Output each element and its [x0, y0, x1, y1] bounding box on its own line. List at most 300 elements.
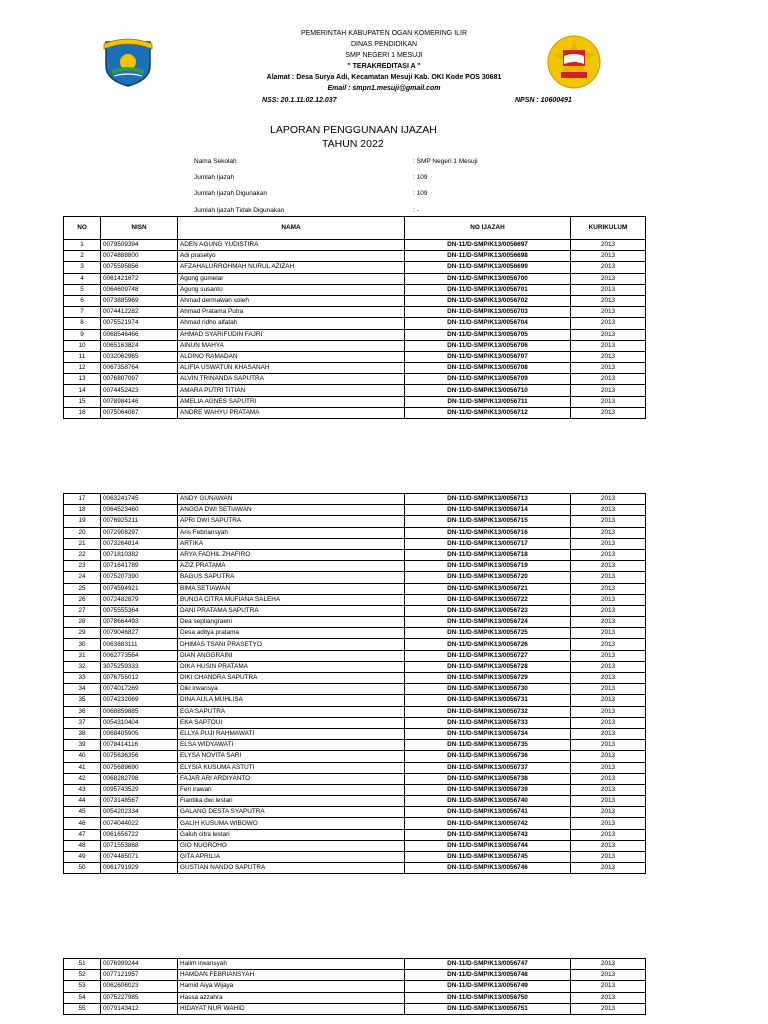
row-nama: ELYSIA KUSUMA ASTUTI: [178, 762, 405, 773]
table-row: [64, 650, 646, 661]
row-nisn: 0073885969: [101, 295, 178, 306]
row-nama: ADEN AGUNG YUDISTIRA: [178, 240, 405, 251]
row-kurikulum: 2013: [571, 639, 646, 650]
row-nisn: 0076999244: [101, 959, 178, 970]
row-no-ijazah: DN-11/D-SMP/K13/0056707: [405, 351, 571, 362]
row-nisn: 0074452423: [101, 385, 178, 396]
row-number: 42: [64, 773, 101, 784]
row-nisn: 0067358764: [101, 363, 178, 374]
row-kurikulum: 2013: [571, 762, 646, 773]
table-row: [64, 494, 646, 505]
table-row: [64, 251, 646, 262]
row-nama: Feri irawan: [178, 784, 405, 795]
table-row: [64, 751, 646, 762]
row-no-ijazah: DN-11/D-SMP/K13/0056729: [405, 673, 571, 684]
table-row: [64, 262, 646, 273]
row-kurikulum: 2013: [571, 273, 646, 284]
table-row: [64, 572, 646, 583]
row-nama: ARYA FADHIL ZHAFIRO: [178, 549, 405, 560]
table-row: [64, 807, 646, 818]
table-row: [64, 594, 646, 605]
letterhead: [0, 28, 768, 94]
table-row: [64, 273, 646, 284]
row-nisn: 0076807097: [101, 374, 178, 385]
row-number: 54: [64, 992, 101, 1003]
row-number: 18: [64, 505, 101, 516]
row-kurikulum: 2013: [571, 959, 646, 970]
row-nama: ELLYA PUJI RAHMAWATI: [178, 728, 405, 739]
row-no-ijazah: DN-11/D-SMP/K13/0056720: [405, 572, 571, 583]
row-nama: DINA AULA MUHLISA: [178, 695, 405, 706]
row-nisn: 0054310404: [101, 717, 178, 728]
row-nisn: 0078984146: [101, 396, 178, 407]
row-nisn: 0075595856: [101, 262, 178, 273]
row-kurikulum: 2013: [571, 351, 646, 362]
table-row: [64, 351, 646, 362]
row-nama: ARTIKA: [178, 538, 405, 549]
row-kurikulum: 2013: [571, 396, 646, 407]
table-row: [64, 784, 646, 795]
table-row: [64, 863, 646, 874]
row-nama: EKA SAPTOUI: [178, 717, 405, 728]
row-kurikulum: 2013: [571, 583, 646, 594]
table-row: [64, 284, 646, 295]
ijazah-table-part-3: [63, 958, 646, 1015]
row-no-ijazah: DN-11/D-SMP/K13/0056734: [405, 728, 571, 739]
row-nisn: 0075064087: [101, 407, 178, 418]
row-nama: Desa aditya pratama: [178, 628, 405, 639]
row-kurikulum: 2013: [571, 818, 646, 829]
row-nisn: 0079509394: [101, 240, 178, 251]
row-nama: AINUN MAHYA: [178, 340, 405, 351]
table-row: [64, 628, 646, 639]
row-no-ijazah: DN-11/D-SMP/K13/0056748: [405, 970, 571, 981]
row-nisn: 0072482879: [101, 594, 178, 605]
row-nisn: 0072908297: [101, 527, 178, 538]
row-nama: DANI PRATAMA SAPUTRA: [178, 605, 405, 616]
row-nisn: 0075636356: [101, 751, 178, 762]
row-no-ijazah: DN-11/D-SMP/K13/0056735: [405, 740, 571, 751]
row-nama: DIAN ANGGRAINI: [178, 650, 405, 661]
row-number: 28: [64, 617, 101, 628]
row-nisn: 0054202334: [101, 807, 178, 818]
table-row: [64, 695, 646, 706]
row-nama: ALDINO RAMADAN: [178, 351, 405, 362]
row-kurikulum: 2013: [571, 773, 646, 784]
table-row: [64, 605, 646, 616]
table-row: [64, 583, 646, 594]
row-nama: AHMAD SYARIFUDIN FAJRI: [178, 329, 405, 340]
row-nisn: 0064609748: [101, 284, 178, 295]
header-line-school: SMP NEGERI 1 MESUJI: [345, 52, 423, 59]
row-no-ijazah: DN-11/D-SMP/K13/0056721: [405, 583, 571, 594]
header-line-agency: DINAS PENDIDIKAN: [350, 41, 418, 48]
row-number: 43: [64, 784, 101, 795]
row-number: 47: [64, 829, 101, 840]
row-no-ijazah: DN-11/D-SMP/K13/0056730: [405, 684, 571, 695]
row-nama: HIDAYAT NUR WAHID: [178, 1003, 405, 1014]
row-nisn: 0068282798: [101, 773, 178, 784]
row-nama: AMARA PUTRI TITIAN: [178, 385, 405, 396]
row-nama: Ahmad Pratama Putra: [178, 307, 405, 318]
info-label-used: Jumlah Ijazah Digunakan: [194, 190, 267, 197]
row-nama: AMELIA AGNES SAPUTRI: [178, 396, 405, 407]
row-no-ijazah: DN-11/D-SMP/K13/0056743: [405, 829, 571, 840]
row-nama: AFZAHALURROHMAH NURUL AZIZAH: [178, 262, 405, 273]
row-number: 21: [64, 538, 101, 549]
row-no-ijazah: DN-11/D-SMP/K13/0056702: [405, 295, 571, 306]
info-label-total: Jumlah Ijazah: [194, 174, 235, 181]
row-no-ijazah: DN-11/D-SMP/K13/0056746: [405, 863, 571, 874]
row-number: 29: [64, 628, 101, 639]
row-number: 40: [64, 751, 101, 762]
row-nisn: 0079046827: [101, 628, 178, 639]
table-row: [64, 240, 646, 251]
row-no-ijazah: DN-11/D-SMP/K13/0056736: [405, 751, 571, 762]
ijazah-table-part-1: [63, 216, 646, 419]
row-no-ijazah: DN-11/D-SMP/K13/0056725: [405, 628, 571, 639]
row-no-ijazah: DN-11/D-SMP/K13/0056723: [405, 605, 571, 616]
table-row: [64, 981, 646, 992]
row-no-ijazah: DN-11/D-SMP/K13/0056717: [405, 538, 571, 549]
row-kurikulum: 2013: [571, 650, 646, 661]
row-kurikulum: 2013: [571, 706, 646, 717]
row-number: 52: [64, 970, 101, 981]
row-nama: ELYSA NOVITA SARI: [178, 751, 405, 762]
row-nisn: 0075689690: [101, 762, 178, 773]
row-number: 23: [64, 561, 101, 572]
row-nisn: 0061656722: [101, 829, 178, 840]
table-row: [64, 385, 646, 396]
row-nisn: 0073264814: [101, 538, 178, 549]
row-nisn: 0074017269: [101, 684, 178, 695]
header-email: Email : smpn1.mesuji@gmail.com: [327, 85, 441, 92]
column-header-nisn: NISN: [101, 217, 178, 240]
row-kurikulum: 2013: [571, 561, 646, 572]
row-nisn: 0076925211: [101, 516, 178, 527]
row-number: 12: [64, 363, 101, 374]
row-no-ijazah: DN-11/D-SMP/K13/0056714: [405, 505, 571, 516]
row-kurikulum: 2013: [571, 374, 646, 385]
row-nisn: 0062606023: [101, 981, 178, 992]
row-number: 32: [64, 661, 101, 672]
row-no-ijazah: DN-11/D-SMP/K13/0056701: [405, 284, 571, 295]
row-nama: ELSA WIDYAWATI: [178, 740, 405, 751]
row-kurikulum: 2013: [571, 784, 646, 795]
row-number: 20: [64, 527, 101, 538]
row-kurikulum: 2013: [571, 829, 646, 840]
row-kurikulum: 2013: [571, 240, 646, 251]
row-no-ijazah: DN-11/D-SMP/K13/0056715: [405, 516, 571, 527]
row-nisn: 0095743529: [101, 784, 178, 795]
row-no-ijazah: DN-11/D-SMP/K13/0056697: [405, 240, 571, 251]
row-nisn: 0068405905: [101, 728, 178, 739]
ijazah-table-part-2: [63, 493, 646, 874]
row-kurikulum: 2013: [571, 307, 646, 318]
row-nama: ALVIN TRINANDA SAPUTRA: [178, 374, 405, 385]
row-nisn: 0063883111: [101, 639, 178, 650]
row-nama: DIKI CHANDRA SAPUTRA: [178, 673, 405, 684]
row-nama: ANGGA DWI SETIAWAN: [178, 505, 405, 516]
row-number: 8: [64, 318, 101, 329]
row-number: 16: [64, 407, 101, 418]
row-nisn: 0078414116: [101, 740, 178, 751]
table-row: [64, 762, 646, 773]
row-nisn: 0068546466: [101, 329, 178, 340]
row-nisn: 0077121957: [101, 970, 178, 981]
row-number: 33: [64, 673, 101, 684]
row-nama: HAMDAN FEBRIANSYAH: [178, 970, 405, 981]
table-row: [64, 959, 646, 970]
row-kurikulum: 2013: [571, 661, 646, 672]
table-row: [64, 318, 646, 329]
row-number: 17: [64, 494, 101, 505]
row-nisn: 0062773564: [101, 650, 178, 661]
row-no-ijazah: DN-11/D-SMP/K13/0056732: [405, 706, 571, 717]
row-nama: AZIZ PRATAMA: [178, 561, 405, 572]
row-kurikulum: 2013: [571, 407, 646, 418]
row-number: 15: [64, 396, 101, 407]
table-row: [64, 818, 646, 829]
header-npsn: NPSN : 10600491: [515, 97, 572, 104]
row-nisn: 0065163824: [101, 340, 178, 351]
row-kurikulum: 2013: [571, 981, 646, 992]
row-kurikulum: 2013: [571, 505, 646, 516]
row-nisn: 0063241745: [101, 494, 178, 505]
row-number: 45: [64, 807, 101, 818]
row-nama: BIMA SETIAWAN: [178, 583, 405, 594]
row-number: 39: [64, 740, 101, 751]
row-no-ijazah: DN-11/D-SMP/K13/0056747: [405, 959, 571, 970]
table-row: [64, 295, 646, 306]
row-number: 34: [64, 684, 101, 695]
row-number: 24: [64, 572, 101, 583]
row-no-ijazah: DN-11/D-SMP/K13/0056733: [405, 717, 571, 728]
row-kurikulum: 2013: [571, 840, 646, 851]
row-kurikulum: 2013: [571, 807, 646, 818]
table-row: [64, 1003, 646, 1014]
table-row: [64, 549, 646, 560]
row-kurikulum: 2013: [571, 863, 646, 874]
table-row: [64, 505, 646, 516]
row-no-ijazah: DN-11/D-SMP/K13/0056705: [405, 329, 571, 340]
row-nama: ALIFIA USWATUN KHASANAH: [178, 363, 405, 374]
row-number: 35: [64, 695, 101, 706]
row-nisn: 0075207390: [101, 572, 178, 583]
row-number: 27: [64, 605, 101, 616]
row-number: 36: [64, 706, 101, 717]
row-nisn: 0073148567: [101, 796, 178, 807]
row-kurikulum: 2013: [571, 251, 646, 262]
row-nisn: 0064523460: [101, 505, 178, 516]
row-nama: APRI DWI SAPUTRA: [178, 516, 405, 527]
info-label-school: Nama Sekolah: [194, 158, 237, 165]
row-kurikulum: 2013: [571, 673, 646, 684]
row-number: 1: [64, 240, 101, 251]
row-nama: Adi prasetyo: [178, 251, 405, 262]
row-kurikulum: 2013: [571, 852, 646, 863]
report-year: TAHUN 2022: [322, 138, 384, 150]
header-address: Alamat : Desa Surya Adi, Kecamatan Mesuji Kab. OKI Kode POS 30681: [266, 74, 502, 81]
row-nisn: 0079143412: [101, 1003, 178, 1014]
row-no-ijazah: DN-11/D-SMP/K13/0056745: [405, 852, 571, 863]
row-number: 46: [64, 818, 101, 829]
row-no-ijazah: DN-11/D-SMP/K13/0056728: [405, 661, 571, 672]
row-number: 13: [64, 374, 101, 385]
row-no-ijazah: DN-11/D-SMP/K13/0056709: [405, 374, 571, 385]
row-number: 14: [64, 385, 101, 396]
row-no-ijazah: DN-11/D-SMP/K13/0056751: [405, 1003, 571, 1014]
row-number: 49: [64, 852, 101, 863]
row-nisn: 0078664493: [101, 617, 178, 628]
row-number: 30: [64, 639, 101, 650]
row-no-ijazah: DN-11/D-SMP/K13/0056731: [405, 695, 571, 706]
row-no-ijazah: DN-11/D-SMP/K13/0056744: [405, 840, 571, 851]
row-kurikulum: 2013: [571, 617, 646, 628]
row-nama: Hassa azzahra: [178, 992, 405, 1003]
info-value-total: : 109: [413, 174, 428, 181]
table-row: [64, 852, 646, 863]
header-nss: NSS: 20.1.11.02.12.037: [262, 97, 337, 104]
row-nama: Halim irwansyah: [178, 959, 405, 970]
row-no-ijazah: DN-11/D-SMP/K13/0056710: [405, 385, 571, 396]
row-no-ijazah: DN-11/D-SMP/K13/0056716: [405, 527, 571, 538]
row-nisn: 0068859885: [101, 706, 178, 717]
column-header-nama: NAMA: [178, 217, 405, 240]
row-kurikulum: 2013: [571, 538, 646, 549]
row-number: 19: [64, 516, 101, 527]
row-kurikulum: 2013: [571, 329, 646, 340]
info-value-unused: : -: [413, 207, 419, 214]
row-no-ijazah: DN-11/D-SMP/K13/0056719: [405, 561, 571, 572]
row-no-ijazah: DN-11/D-SMP/K13/0056726: [405, 639, 571, 650]
row-nama: Dea septiangraeni: [178, 617, 405, 628]
row-kurikulum: 2013: [571, 796, 646, 807]
table-row: [64, 561, 646, 572]
table-row: [64, 329, 646, 340]
row-kurikulum: 2013: [571, 717, 646, 728]
row-kurikulum: 2013: [571, 695, 646, 706]
row-no-ijazah: DN-11/D-SMP/K13/0056703: [405, 307, 571, 318]
report-title: LAPORAN PENGGUNAAN IJAZAH: [270, 124, 437, 136]
row-kurikulum: 2013: [571, 605, 646, 616]
row-kurikulum: 2013: [571, 262, 646, 273]
row-nama: Aris Febriansyah: [178, 527, 405, 538]
row-no-ijazah: DN-11/D-SMP/K13/0056712: [405, 407, 571, 418]
row-number: 41: [64, 762, 101, 773]
row-nisn: 0074485071: [101, 852, 178, 863]
row-no-ijazah: DN-11/D-SMP/K13/0056737: [405, 762, 571, 773]
row-no-ijazah: DN-11/D-SMP/K13/0056713: [405, 494, 571, 505]
row-no-ijazah: DN-11/D-SMP/K13/0056706: [405, 340, 571, 351]
row-number: 55: [64, 1003, 101, 1014]
table-row: [64, 396, 646, 407]
table-row: [64, 840, 646, 851]
row-kurikulum: 2013: [571, 628, 646, 639]
row-number: 48: [64, 840, 101, 851]
row-number: 37: [64, 717, 101, 728]
table-row: [64, 970, 646, 981]
row-no-ijazah: DN-11/D-SMP/K13/0056711: [405, 396, 571, 407]
row-number: 51: [64, 959, 101, 970]
table-row: [64, 673, 646, 684]
row-nama: ANDRE WAHYU PRATAMA: [178, 407, 405, 418]
table-row: [64, 538, 646, 549]
table-row: [64, 992, 646, 1003]
row-number: 10: [64, 340, 101, 351]
row-no-ijazah: DN-11/D-SMP/K13/0056727: [405, 650, 571, 661]
header-line-accreditation: " TERAKREDITASI A ": [347, 63, 421, 70]
row-nisn: 0074232069: [101, 695, 178, 706]
row-no-ijazah: DN-11/D-SMP/K13/0056740: [405, 796, 571, 807]
row-kurikulum: 2013: [571, 549, 646, 560]
table-row: [64, 740, 646, 751]
table-row: [64, 728, 646, 739]
row-number: 38: [64, 728, 101, 739]
row-number: 25: [64, 583, 101, 594]
row-nisn: 0061421672: [101, 273, 178, 284]
row-nama: Fiantika dwi lestari: [178, 796, 405, 807]
row-nisn: 0032062965: [101, 351, 178, 362]
row-nama: Hamid Aiya Wijaya: [178, 981, 405, 992]
row-kurikulum: 2013: [571, 1003, 646, 1014]
row-nisn: 0074044022: [101, 818, 178, 829]
row-no-ijazah: DN-11/D-SMP/K13/0056718: [405, 549, 571, 560]
table-row: [64, 829, 646, 840]
row-nama: BAGUS SAPUTRA: [178, 572, 405, 583]
row-kurikulum: 2013: [571, 992, 646, 1003]
table-row: [64, 407, 646, 418]
table-row: [64, 363, 646, 374]
table-row: [64, 706, 646, 717]
row-no-ijazah: DN-11/D-SMP/K13/0056708: [405, 363, 571, 374]
row-no-ijazah: DN-11/D-SMP/K13/0056700: [405, 273, 571, 284]
row-nisn: 0071810382: [101, 549, 178, 560]
row-kurikulum: 2013: [571, 527, 646, 538]
row-kurikulum: 2013: [571, 572, 646, 583]
table-row: [64, 516, 646, 527]
row-number: 22: [64, 549, 101, 560]
row-kurikulum: 2013: [571, 494, 646, 505]
row-kurikulum: 2013: [571, 751, 646, 762]
row-kurikulum: 2013: [571, 284, 646, 295]
row-no-ijazah: DN-11/D-SMP/K13/0056738: [405, 773, 571, 784]
row-kurikulum: 2013: [571, 318, 646, 329]
table-row: [64, 661, 646, 672]
row-kurikulum: 2013: [571, 740, 646, 751]
table-header-row: [64, 217, 646, 240]
row-nisn: 0075521974: [101, 318, 178, 329]
row-nama: EGA SAPUTRA: [178, 706, 405, 717]
row-no-ijazah: DN-11/D-SMP/K13/0056704: [405, 318, 571, 329]
row-no-ijazah: DN-11/D-SMP/K13/0056749: [405, 981, 571, 992]
table-row: [64, 773, 646, 784]
header-line-government: PEMERINTAH KABUPATEN OGAN KOMERING ILIR: [300, 30, 468, 37]
row-number: 9: [64, 329, 101, 340]
row-nama: Agung susanto: [178, 284, 405, 295]
row-nama: DIKA HUSIN PRATAMA: [178, 661, 405, 672]
row-kurikulum: 2013: [571, 970, 646, 981]
table-row: [64, 717, 646, 728]
row-kurikulum: 2013: [571, 363, 646, 374]
row-nisn: 0071641789: [101, 561, 178, 572]
row-no-ijazah: DN-11/D-SMP/K13/0056722: [405, 594, 571, 605]
table-row: [64, 374, 646, 385]
row-nama: GUSTIAN NANDO SAPUTRA: [178, 863, 405, 874]
row-nisn: 0075555364: [101, 605, 178, 616]
row-nisn: 0074412282: [101, 307, 178, 318]
info-value-school: : SMP Negeri 1 Mesuji: [413, 158, 478, 165]
